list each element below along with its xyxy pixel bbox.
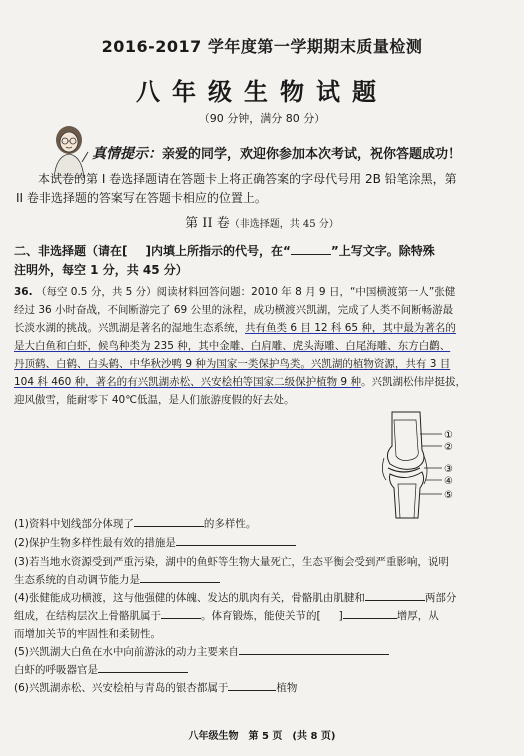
q3-text: 生态系统的自动调节能力是 — [14, 574, 140, 586]
q36-line-3 — [14, 320, 456, 335]
section-title — [0, 212, 524, 231]
q2-text: (2)保护生物多样性最有效的措施是 — [14, 537, 176, 549]
q36-intro: （每空 0.5 分，共 5 分）阅读材料回答问题：2010 年 8 月 9 日，“中国横渡第一人”张健 — [35, 286, 456, 298]
instruction-line-2: II 卷非选择题的答案写在答题卡相应的位置上。 — [16, 191, 267, 205]
q6-text: (6)兴凯湖赤松、兴安桧柏与青岛的银杏都属于 — [14, 682, 229, 694]
q5-text-b: 白虾的呼吸器官是 — [14, 664, 98, 676]
q36-underline-1: 共有鱼类 6 目 12 科 65 种，其中最为著名的 — [245, 322, 456, 334]
exam-title: 2016-2017 学年度第一学期期末质量检测 — [101, 37, 423, 56]
q36-number: 36. — [14, 286, 33, 298]
q36-line-7: 迎风傲雪，能耐零下 40℃低温，是人们旅游度假的好去处。 — [14, 394, 295, 406]
tip-text: 亲爱的同学，欢迎你参加本次考试，祝你答题成功！ — [162, 147, 462, 162]
q4-text-b-mid: 。体育锻炼，能使关节的[ — [201, 610, 321, 622]
section-subtitle: （非选择题，共 45 分） — [229, 219, 339, 230]
page-footer: 八年级生物 第 5 页 (共 8 页) — [188, 731, 336, 742]
tip-line — [92, 143, 461, 163]
q6-end: 植物 — [276, 682, 298, 694]
q1-text: (1)资料中划线部分体现了 — [14, 518, 134, 530]
q4-text-a-end: 两部分 — [424, 592, 457, 604]
q4-text-a: (4)张健能成功横渡，这与他强健的体魄、发达的肌肉有关，骨骼肌由肌腱和 — [14, 592, 365, 604]
part-a: 二、非选择题（请在[ — [14, 244, 128, 258]
q5-text-a: (5)兴凯湖大白鱼在水中向前游泳的动力主要来自 — [14, 646, 239, 658]
q4-blank-2[interactable] — [161, 608, 201, 619]
question-3-line-2 — [14, 572, 220, 587]
diagram-label-3: ③ — [444, 464, 453, 475]
section-name: 第 II 卷 — [185, 216, 230, 231]
knee-joint-diagram — [380, 410, 492, 520]
q1-end: 的多样性。 — [203, 518, 257, 530]
question-4-line-2 — [14, 608, 439, 623]
q36-underline-3: 丹顶鹤、白鹤、白头鹤、中华秋沙鸭 9 种为国家一类保护鸟类。兴凯湖的植物资源，共有 3 目 — [14, 358, 451, 370]
q5-blank-1[interactable] — [239, 644, 389, 655]
q4-blank-3[interactable] — [343, 608, 397, 619]
q36-line-6-rest: 。兴凯湖松伟岸挺拔， — [360, 376, 466, 388]
part-instruction-1 — [14, 242, 435, 259]
q1-blank[interactable] — [134, 516, 204, 527]
question-6 — [14, 680, 297, 695]
diagram-label-2: ② — [444, 442, 453, 453]
part-instruction-2: 注明外，每空 1 分，共 45 分） — [14, 263, 188, 277]
diagram-label-5: ⑤ — [444, 490, 453, 501]
part-b: ]内填上所指示的代号，在“ — [145, 244, 291, 258]
q3-blank[interactable] — [140, 572, 220, 583]
q2-blank[interactable] — [176, 535, 296, 546]
q36-line-3-start: 长淡水湖的挑战。兴凯湖是著名的湿地生态系统， — [14, 322, 245, 334]
paper-title: 八年级生物试题 — [136, 77, 388, 106]
diagram-label-1: ① — [444, 430, 453, 441]
q36-line-2: 经过 36 小时奋战，不间断游完了 69 公里的泳程，成功横渡兴凯湖，完成了人类不间断畅游最 — [14, 304, 454, 316]
blank-example — [291, 244, 331, 255]
question-1 — [14, 516, 256, 531]
instruction-line-1: 本试卷的第 I 卷选择题请在答题卡上将正确答案的字母代号用 2B 铅笔涂黑，第 — [38, 172, 457, 186]
question-4-line-1 — [14, 590, 456, 605]
q5-blank-2[interactable] — [98, 662, 188, 673]
q36-line-6 — [14, 374, 466, 389]
q4-blank-1[interactable] — [365, 590, 425, 601]
part-c: ”上写文字。除特殊 — [330, 244, 435, 258]
q36-line-1 — [14, 284, 455, 299]
q36-underline-4: 104 科 460 种，著名的有兴凯湖赤松、兴安桧柏等国家二级保护植物 9 种 — [14, 376, 361, 388]
q4-text-b-mid2: ] — [338, 610, 343, 622]
tip-label: 真情提示： — [92, 146, 162, 162]
question-2 — [14, 535, 296, 550]
q36-underline-2: 是大白鱼和白虾，候鸟种类为 235 种，其中金雕、白肩雕、虎头海雕、白尾海雕、东方白鹳、 — [14, 340, 451, 352]
q4-text-b-end: 增厚，从 — [396, 610, 439, 622]
diagram-label-4: ④ — [444, 476, 453, 487]
question-4-line-3: 而增加关节的牢固性和柔韧性。 — [14, 628, 161, 640]
time-score: （90 分钟，满分 80 分） — [198, 112, 326, 125]
question-3-line-1: (3)若当地水资源受到严重污染，湖中的鱼虾等生物大量死亡，生态平衡会受到严重影响，说明 — [14, 556, 449, 568]
question-5-line-2 — [14, 662, 188, 677]
q6-blank[interactable] — [228, 680, 276, 691]
q4-text-b: 组成，在结构层次上骨骼肌属于 — [14, 610, 161, 622]
question-5-line-1 — [14, 644, 389, 659]
